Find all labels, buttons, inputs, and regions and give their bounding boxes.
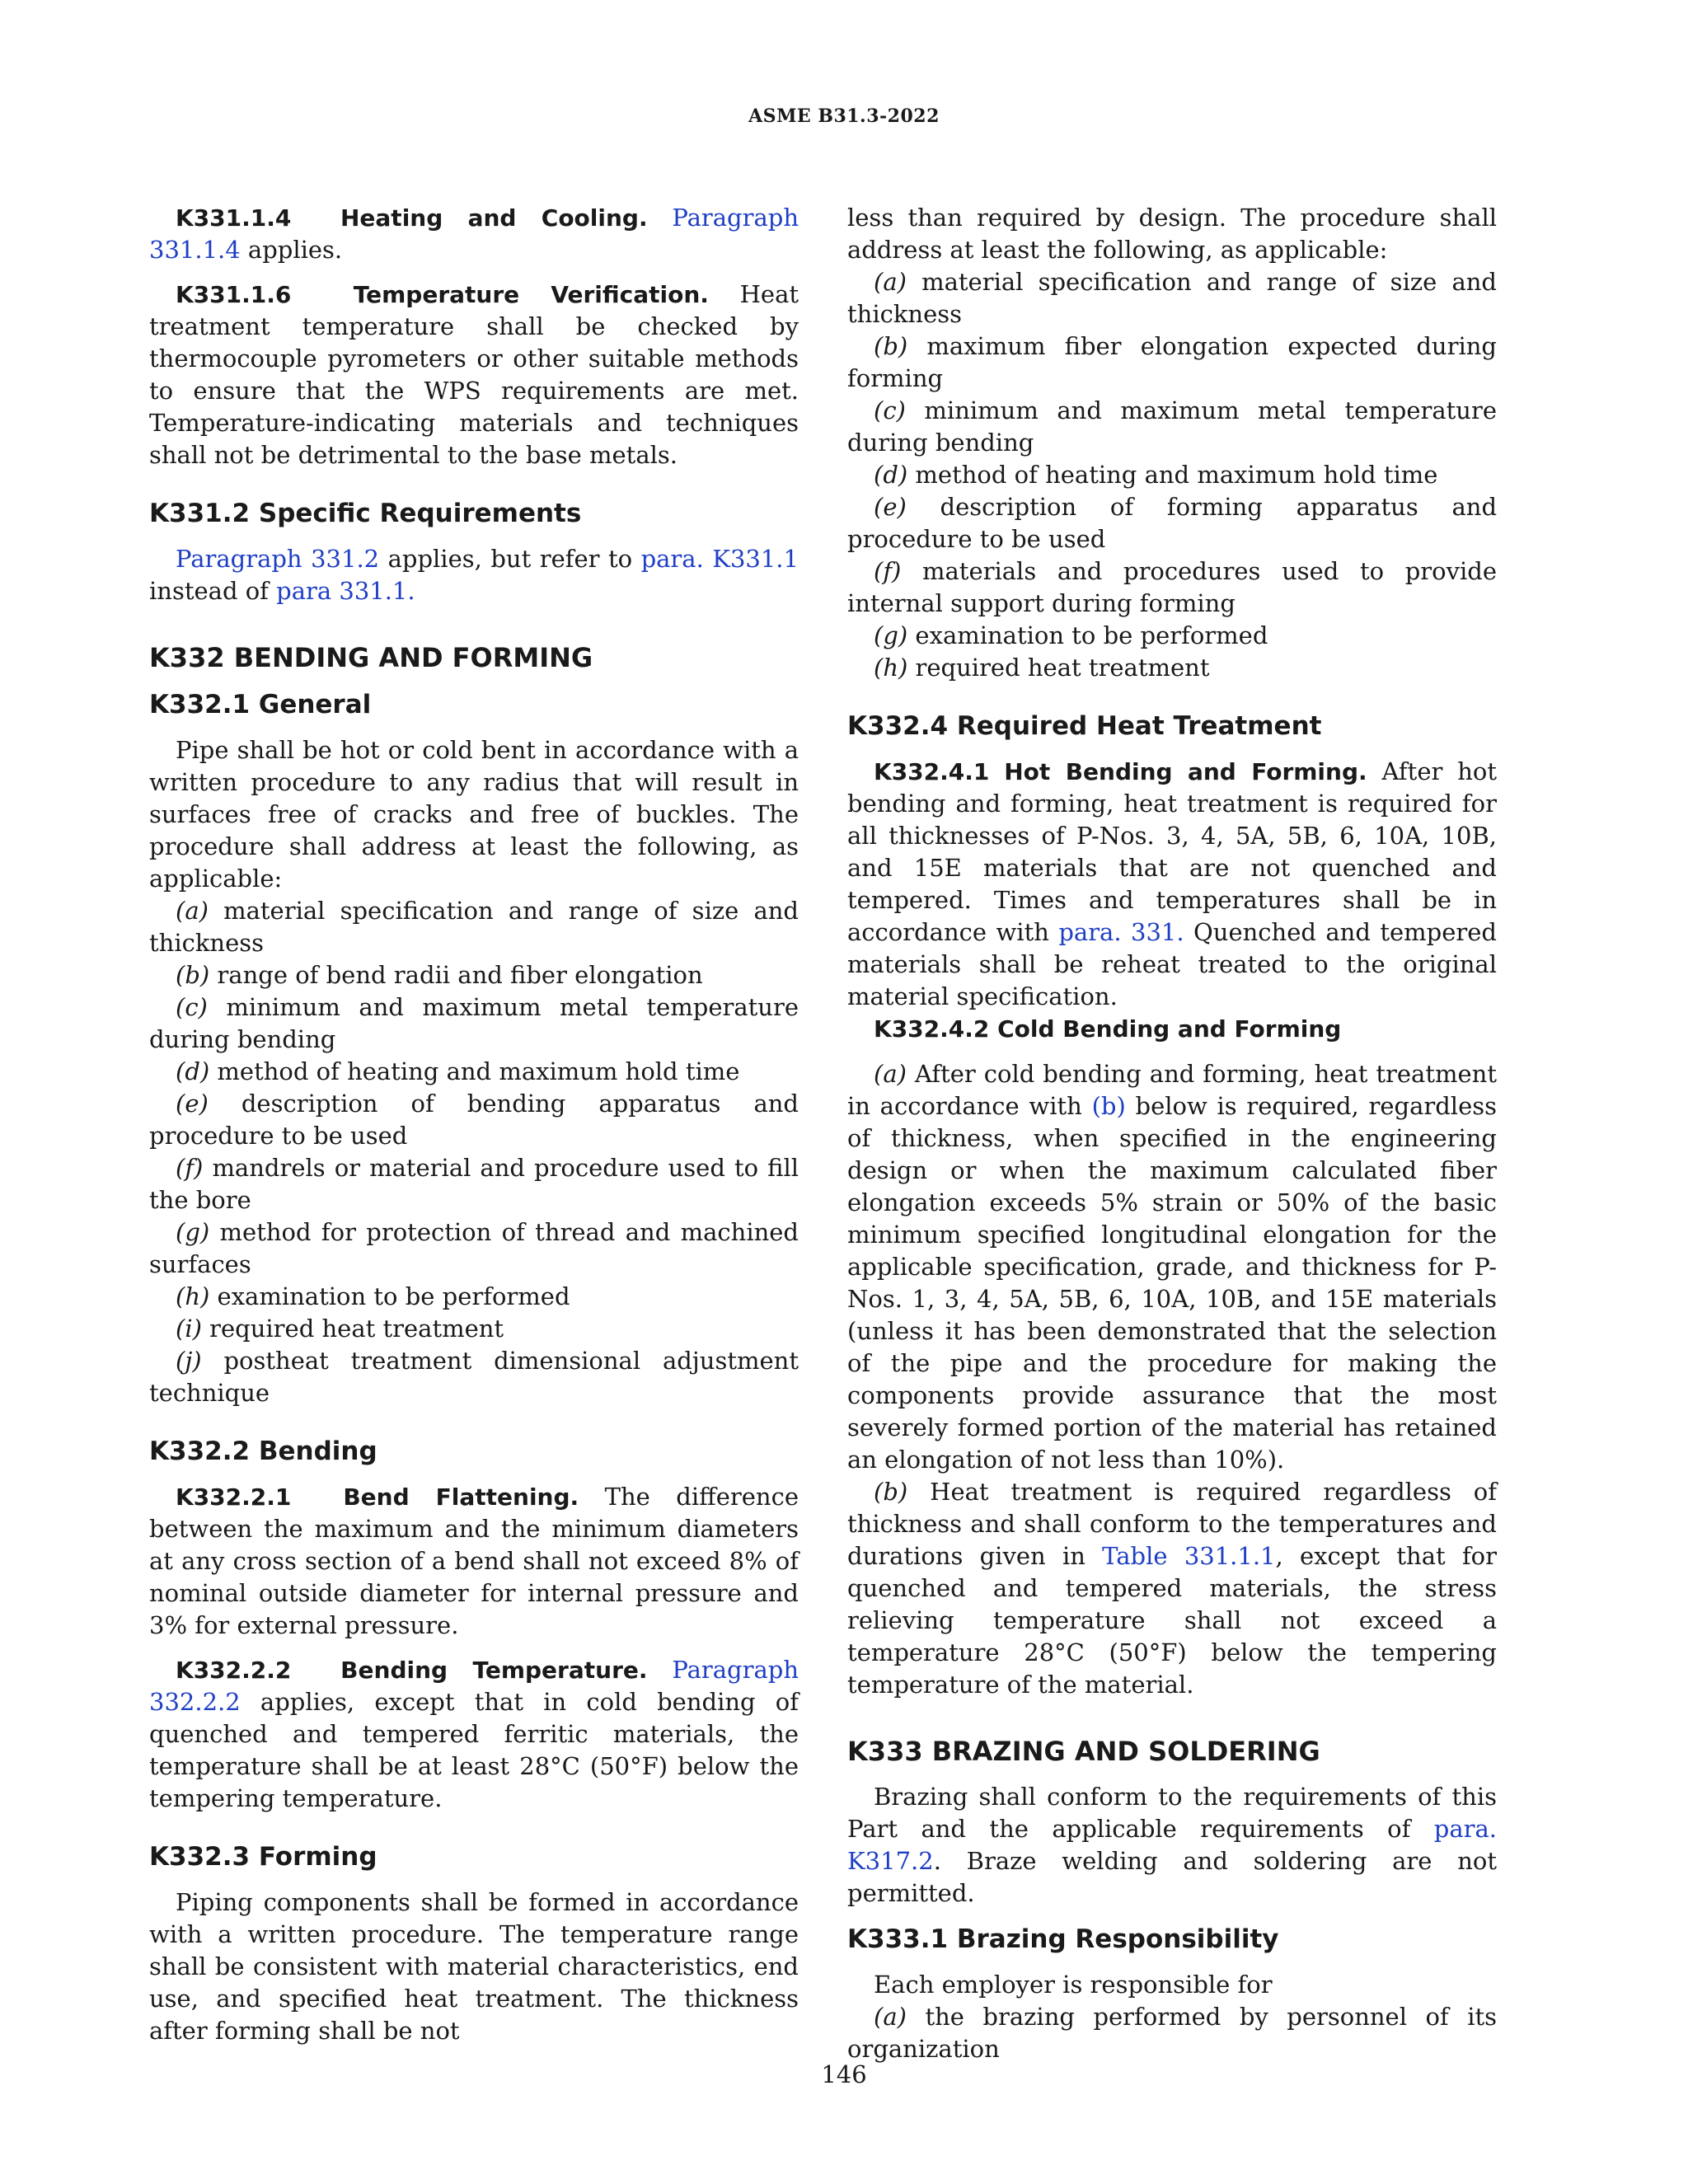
item-label: (d) bbox=[874, 461, 908, 489]
item-label: (a) bbox=[874, 1060, 907, 1088]
heading-k333-1: K333.1 Brazing Responsibility bbox=[847, 1924, 1279, 1954]
item-label: (h) bbox=[874, 654, 908, 682]
para-title: Bending Temperature. bbox=[340, 1657, 648, 1684]
item-text: material specification and range of size and thickness bbox=[847, 268, 1497, 328]
para-text: After cold bending and forming, heat treatment in accordance with bbox=[847, 1060, 1497, 1120]
item-text: materials and procedures used to provide internal support during forming bbox=[847, 557, 1498, 617]
para-text: applies. bbox=[247, 236, 343, 264]
list-item bbox=[149, 1152, 799, 1216]
para-k332-3: Piping components shall be formed in accordance with a written procedure. The temperature range shall be consistent with material characteristics, end use, and specified heat treatment. The thickness after forming shall be not bbox=[149, 1888, 799, 2045]
para-title: Hot Bending and Forming. bbox=[1004, 758, 1367, 785]
para-text: The difference between the maximum and the minimum diameters at any cross section of a bend shall not exceed 8% of nominal outside diameter for internal pressure and 3% for external pressure. bbox=[149, 1483, 799, 1639]
heading-k331-2: K331.2 Specific Requirements bbox=[149, 499, 582, 528]
link-para-331[interactable]: para. 331. bbox=[1058, 918, 1184, 946]
item-label: (a) bbox=[874, 2003, 907, 2031]
list-item bbox=[847, 491, 1497, 555]
heading-k332: K332 BENDING AND FORMING bbox=[149, 642, 593, 673]
para-text: Quenched and tempered materials shall be reheat treated to the original material specification. bbox=[847, 918, 1497, 1010]
item-label: (c) bbox=[874, 396, 906, 424]
item-label: (f) bbox=[176, 1154, 204, 1182]
list-item bbox=[149, 895, 799, 959]
list-k332-1 bbox=[149, 895, 799, 1409]
list-item bbox=[149, 1056, 799, 1088]
para-k331-2 bbox=[149, 543, 799, 607]
para-k332-2-2 bbox=[149, 1654, 799, 1815]
list-item bbox=[847, 330, 1497, 395]
para-number: K331.1.4 bbox=[176, 204, 292, 232]
item-text: range of bend radii and fiber elongation bbox=[217, 961, 703, 989]
link-para-k331-1[interactable]: para. K331.1 bbox=[640, 545, 799, 573]
list-k332-3 bbox=[847, 266, 1497, 684]
list-item bbox=[149, 1088, 799, 1152]
para-text: below is required, regardless of thickness, when specified in the engineering design or when the maximum calculated fiber elongation exceeds 5% strain or 50% of the basic minimum specified longitudinal elongation for the applicable specification, grade, and thickness for P-Nos. 1, 3, 4, 5A, 5B, 6, 10A, 10B, and 15E materials (unless it has been demonstrated that the selection of the pipe and the procedure for making the components provide assurance that the most severely formed portion of the material has retained an elongation of not less than 10%). bbox=[847, 1092, 1497, 1474]
item-label: (b) bbox=[874, 332, 908, 360]
left-column bbox=[149, 202, 799, 2047]
list-item bbox=[847, 266, 1497, 330]
link-b[interactable]: (b) bbox=[1091, 1092, 1126, 1120]
item-label: (h) bbox=[176, 1282, 210, 1310]
para-k332-4-1 bbox=[847, 756, 1497, 1013]
heading-k333: K333 BRAZING AND SOLDERING bbox=[847, 1736, 1320, 1767]
page-number: 146 bbox=[821, 2060, 867, 2088]
para-number: K332.4.1 bbox=[874, 758, 990, 785]
para-text: Heat treatment temperature shall be checked by thermocouple pyrometers or other suitable methods to ensure that the WPS requirements are met. Temperature-indicating materials and techniques shall not be detrimental to the base metals. bbox=[149, 280, 799, 469]
para-text: applies, except that in cold bending of quenched and tempered ferritic materials, the temperature shall be at least 28°C (50°F) below the tempering temperature. bbox=[149, 1688, 799, 1812]
para-text: applies, but refer to bbox=[379, 545, 641, 573]
link-paragraph-332-2-2[interactable]: Paragraph 332.2.2 bbox=[149, 1656, 799, 1716]
item-label: (b) bbox=[874, 1478, 908, 1506]
link-para-k317-2[interactable]: para. K317.2 bbox=[847, 1815, 1497, 1875]
para-text: After hot bending and forming, heat treatment is required for all thicknesses of P-Nos. 3, 4, 5A, 5B, 6, 10A, 10B, and 15E materials that are not quenched and tempered. Times and temperatures shall be in accordance with bbox=[847, 757, 1497, 946]
item-label: (g) bbox=[176, 1218, 210, 1246]
para-title: Bend Flattening. bbox=[343, 1483, 579, 1511]
right-column bbox=[847, 202, 1497, 2065]
para-k331-1-6 bbox=[149, 279, 799, 471]
item-label: (c) bbox=[176, 993, 208, 1021]
item-label: (a) bbox=[874, 268, 907, 296]
list-item bbox=[847, 555, 1497, 620]
para-k332-4-2-a bbox=[847, 1058, 1497, 1476]
link-paragraph-331-2[interactable]: Paragraph 331.2 bbox=[176, 545, 380, 573]
item-label: (g) bbox=[874, 621, 908, 649]
item-text: method of heating and maximum hold time bbox=[915, 461, 1438, 489]
para-text: Brazing shall conform to the requirements of this Part and the applicable requirements of bbox=[847, 1783, 1497, 1843]
item-label: (b) bbox=[176, 961, 210, 989]
link-table-331-1-1[interactable]: Table 331.1.1 bbox=[1102, 1542, 1276, 1570]
item-text: examination to be performed bbox=[217, 1282, 570, 1310]
item-text: required heat treatment bbox=[915, 654, 1210, 682]
list-item bbox=[149, 1345, 799, 1409]
item-label: (i) bbox=[176, 1315, 202, 1343]
para-k331-1-4 bbox=[149, 202, 799, 266]
para-k332-3-cont: less than required by design. The procedure shall address at least the following, as applicable: bbox=[847, 204, 1497, 264]
list-item bbox=[847, 652, 1497, 684]
item-label: (a) bbox=[176, 897, 209, 925]
list-item bbox=[149, 959, 799, 991]
para-k333-1-intro: Each employer is responsible for bbox=[874, 1971, 1273, 1999]
para-k332-1-intro: Pipe shall be hot or cold bent in accordance with a written procedure to any radius that will result in surfaces free of cracks and free of buckles. The procedure shall address at least the following, as applicable: bbox=[149, 736, 799, 893]
item-text: the brazing performed by personnel of its organization bbox=[847, 2003, 1498, 2063]
heading-k332-4-2: K332.4.2 Cold Bending and Forming bbox=[874, 1015, 1342, 1043]
para-text: instead of bbox=[149, 577, 277, 605]
list-item bbox=[149, 1216, 799, 1281]
item-label: (e) bbox=[874, 493, 907, 521]
para-text: . Braze welding and soldering are not permitted. bbox=[847, 1847, 1497, 1907]
para-number: K332.2.2 bbox=[176, 1657, 292, 1684]
para-k332-4-2-b bbox=[847, 1476, 1497, 1701]
item-text: description of bending apparatus and procedure to be used bbox=[149, 1090, 799, 1150]
list-item bbox=[847, 395, 1497, 459]
item-label: (f) bbox=[874, 557, 902, 585]
para-number: K332.2.1 bbox=[176, 1483, 292, 1511]
item-text: required heat treatment bbox=[209, 1315, 504, 1343]
item-text: minimum and maximum metal temperature during bending bbox=[847, 396, 1498, 457]
heading-k332-4: K332.4 Required Heat Treatment bbox=[847, 711, 1322, 741]
item-text: examination to be performed bbox=[915, 621, 1268, 649]
para-number: K331.1.6 bbox=[176, 281, 292, 308]
item-label: (d) bbox=[176, 1057, 210, 1085]
para-k332-2-1 bbox=[149, 1481, 799, 1642]
item-text: minimum and maximum metal temperature during bending bbox=[149, 993, 799, 1053]
heading-k332-3: K332.3 Forming bbox=[149, 1842, 377, 1872]
item-text: method of heating and maximum hold time bbox=[217, 1057, 740, 1085]
item-text: maximum fiber elongation expected during forming bbox=[847, 332, 1497, 392]
item-label: (e) bbox=[176, 1090, 209, 1118]
para-title: Temperature Verification. bbox=[353, 281, 709, 308]
link-paragraph-331-1-4[interactable]: Paragraph 331.1.4 bbox=[149, 204, 799, 264]
item-text: mandrels or material and procedure used to fill the bore bbox=[149, 1154, 799, 1214]
para-text: , except that for quenched and tempered materials, the stress relieving temperature shall not exceed a temperature 28°C (50°F) below the tempering temperature of the material. bbox=[847, 1542, 1498, 1699]
list-item bbox=[149, 1281, 799, 1313]
para-text: Heat treatment is required regardless of thickness and shall conform to the temperatures and durations given in bbox=[847, 1478, 1497, 1570]
list-item bbox=[847, 620, 1497, 652]
list-item bbox=[847, 2001, 1497, 2065]
para-k333 bbox=[847, 1781, 1497, 1910]
list-item bbox=[847, 459, 1497, 491]
list-item bbox=[149, 991, 799, 1056]
para-title: Heating and Cooling. bbox=[340, 204, 648, 232]
list-item bbox=[149, 1313, 799, 1345]
item-text: method for protection of thread and machined surfaces bbox=[149, 1218, 799, 1278]
item-text: material specification and range of size and thickness bbox=[149, 897, 799, 957]
link-para-331-1[interactable]: para 331.1. bbox=[276, 577, 415, 605]
heading-k332-1: K332.1 General bbox=[149, 690, 372, 719]
item-label: (j) bbox=[176, 1347, 202, 1375]
item-text: postheat treatment dimensional adjustment technique bbox=[149, 1347, 799, 1407]
item-text: description of forming apparatus and procedure to be used bbox=[847, 493, 1498, 553]
heading-k332-2: K332.2 Bending bbox=[149, 1436, 377, 1466]
running-head: ASME B31.3-2022 bbox=[748, 105, 940, 127]
